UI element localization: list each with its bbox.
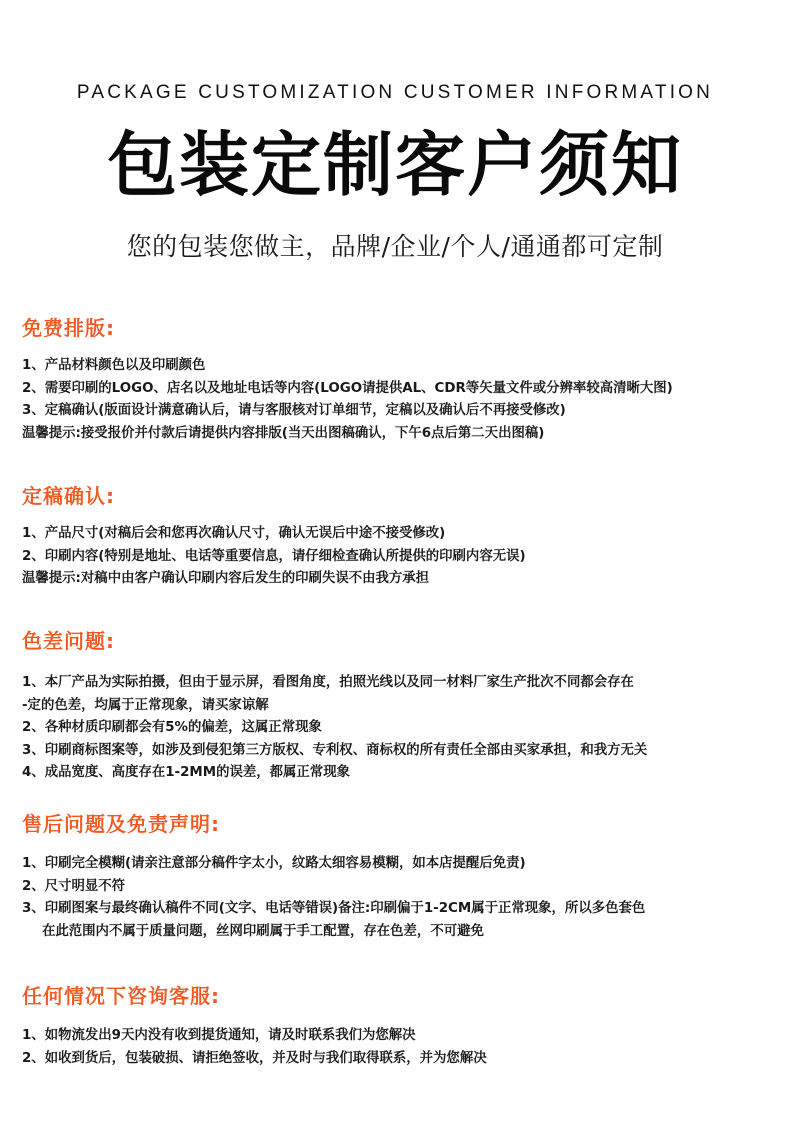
section-title-after-sales: 售后问题及免责声明: xyxy=(22,812,220,836)
list-item: 1、本厂产品为实际拍摄，但由于显示屏，看图角度，拍照光线以及同一材料厂家生产批次不同都会存在 xyxy=(22,675,634,690)
section-title-color-difference: 色差问题: xyxy=(22,629,115,653)
section-body-color-difference xyxy=(22,672,772,785)
section-title-contact-service: 任何情况下咨询客服: xyxy=(22,984,220,1008)
list-item: 3、印刷图案与最终确认稿件不同(文字、电话等错误)备注:印刷偏于1-2CM属于正常现象，所以多色套色 xyxy=(22,901,646,916)
section-body-after-sales xyxy=(22,853,772,943)
section-title-free-layout: 免费排版: xyxy=(22,316,115,340)
list-item: 2、印刷内容(特别是地址、电话等重要信息，请仔细检查确认所提供的印刷内容无误) xyxy=(22,548,526,564)
list-item: 温馨提示:对稿中由客户确认印刷内容后发生的印刷失误不由我方承担 xyxy=(22,571,430,586)
list-item: -定的色差，均属于正常现象，请买家谅解 xyxy=(22,697,269,713)
list-item: 2、各种材质印刷都会有5%的偏差，这属正常现象 xyxy=(22,720,322,735)
section-body-final-confirm xyxy=(22,523,772,591)
section-body-free-layout xyxy=(22,355,772,445)
list-item: 2、如收到货后，包装破损、请拒绝签收，并及时与我们取得联系，并为您解决 xyxy=(22,1050,487,1066)
list-item: 1、如物流发出9天内没有收到提货通知，请及时联系我们为您解决 xyxy=(22,1028,416,1043)
list-item: 1、印刷完全模糊(请亲注意部分稿件字太小，纹路太细容易模糊，如本店提醒后免责) xyxy=(22,856,526,871)
list-item: 4、成品宽度、高度存在1-2MM的误差，都属正常现象 xyxy=(22,765,350,780)
list-item: 温馨提示:接受报价并付款后请提供内容排版(当天出图稿确认，下午6点后第二天出图稿) xyxy=(22,425,545,441)
list-item: 2、尺寸明显不符 xyxy=(22,878,126,894)
section-title-final-confirm: 定稿确认: xyxy=(22,484,115,508)
tagline: 您的包装您做主，品牌/企业/个人/通通都可定制 xyxy=(126,232,664,261)
english-subtitle: PACKAGE CUSTOMIZATION CUSTOMER INFORMATION xyxy=(76,82,714,103)
list-item: 在此范围内不属于质量问题，丝网印刷属于手工配置，存在色差，不可避免 xyxy=(42,923,484,939)
list-item: 2、需要印刷的LOGO、店名以及地址电话等内容(LOGO请提供AL、CDR等矢量文件或分辨率较高清晰大图) xyxy=(22,380,673,396)
list-item: 1、产品材料颜色以及印刷颜色 xyxy=(22,358,206,373)
section-body-contact-service xyxy=(22,1025,772,1070)
list-item: 3、印刷商标图案等，如涉及到侵犯第三方版权、专利权、商标权的所有责任全部由买家承担，和我方无关 xyxy=(22,742,648,758)
list-item: 3、定稿确认(版面设计满意确认后，请与客服核对订单细节，定稿以及确认后不再接受修改) xyxy=(22,403,566,418)
list-item: 1、产品尺寸(对稿后会和您再次确认尺寸，确认无误后中途不接受修改) xyxy=(22,526,446,541)
page-title: 包装定制客户须知 xyxy=(107,124,683,206)
